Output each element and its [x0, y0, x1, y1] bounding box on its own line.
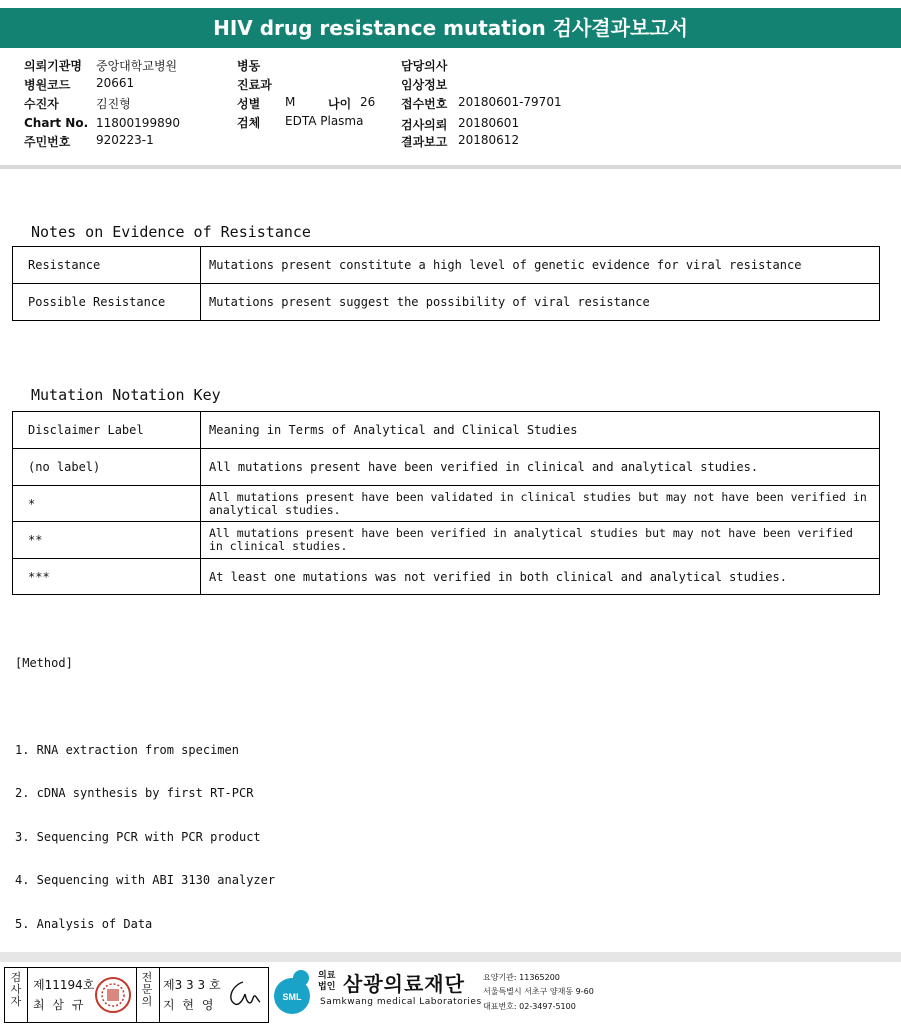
sml-logo-icon [270, 968, 316, 1020]
info-label: 임상정보 [401, 78, 448, 92]
row-text: Meaning in Terms of Analytical and Clinical Studies [201, 412, 880, 449]
table-row [13, 412, 880, 449]
info-label: 접수번호 [401, 97, 448, 111]
row-label: * [13, 486, 201, 522]
row-text: At least one mutations was not verified in both clinical and analytical studies. [201, 559, 880, 595]
method-step: 4. Sequencing with ABI 3130 analyzer [15, 873, 276, 887]
row-label: Disclaimer Label [13, 412, 201, 449]
row-label: ** [13, 522, 201, 559]
info-value: 중앙대학교병원 [96, 59, 178, 73]
row-text: Mutations present constitute a high level of genetic evidence for viral resistance [201, 247, 880, 284]
signature-box [4, 967, 269, 1023]
notes-table [12, 246, 880, 321]
row-label: *** [13, 559, 201, 595]
signature-icon [225, 978, 263, 1010]
table-row [13, 284, 880, 321]
org-type: 의료법인 [318, 971, 336, 992]
specialist-name: 지 현 영 [163, 998, 216, 1012]
row-label: (no label) [13, 449, 201, 486]
info-label: 진료과 [237, 78, 272, 92]
info-label: 담당의사 [401, 59, 448, 73]
info-label: 성별 [237, 97, 261, 111]
info-value: 20180612 [458, 133, 520, 147]
method-step: 3. Sequencing PCR with PCR product [15, 829, 261, 844]
info-value: M [285, 95, 296, 109]
method-step: 2. cDNA synthesis by first RT-PCR [15, 786, 254, 800]
info-label: 병원코드 [24, 78, 71, 92]
row-text: All mutations present have been verified in analytical studies but may not have been verified in clinical studies. [201, 522, 880, 559]
info-value: 20180601 [458, 116, 520, 130]
method-step: 1. RNA extraction from specimen [15, 742, 239, 757]
info-label: 결과보고 [401, 135, 448, 149]
patient-info [0, 54, 901, 154]
report-title: HIV drug resistance mutation 검사결과보고서 [0, 8, 901, 48]
info-value: 20180601-79701 [458, 95, 562, 109]
org-code: 요양기관: 11365200 [483, 973, 560, 982]
section-divider [0, 165, 901, 169]
info-label: 주민번호 [24, 135, 71, 149]
org-name: 삼광의료재단 [343, 972, 465, 996]
row-text: Mutations present suggest the possibility of viral resistance [201, 284, 880, 321]
footer-divider [0, 952, 901, 962]
examiner-name: 최 삼 규 [33, 998, 86, 1012]
official-seal-icon [93, 975, 133, 1015]
key-table [12, 411, 880, 595]
info-label: 나이 [328, 97, 352, 111]
org-phone: 대표번호: 02-3497-5100 [483, 1002, 576, 1011]
key-title: Mutation Notation Key [31, 386, 221, 404]
info-label: Chart No. [24, 116, 89, 130]
table-row [13, 449, 880, 486]
method-section [15, 627, 275, 946]
info-value: EDTA Plasma [285, 114, 364, 128]
info-label: 병동 [237, 59, 261, 73]
info-value: 20661 [96, 76, 135, 90]
info-value: 김진형 [96, 97, 131, 111]
org-name-english: Samkwang medical Laboratories [320, 997, 482, 1007]
table-row [13, 522, 880, 559]
notes-title: Notes on Evidence of Resistance [31, 223, 311, 241]
table-row [13, 559, 880, 595]
info-label: 의뢰기관명 [24, 59, 82, 73]
info-label: 검체 [237, 116, 261, 130]
svg-text:SML: SML [282, 992, 302, 1002]
specialist-license: 제3 3 3 호 [163, 978, 221, 992]
info-label: 검사의뢰 [401, 118, 448, 132]
specialist-label: 전문의 [141, 971, 153, 1008]
info-label: 수진자 [24, 97, 59, 111]
row-label: Resistance [13, 247, 201, 284]
info-value: 11800199890 [96, 116, 180, 130]
table-row [13, 247, 880, 284]
table-row [13, 486, 880, 522]
row-text: All mutations present have been verified in clinical and analytical studies. [201, 449, 880, 486]
info-value: 920223-1 [96, 133, 154, 147]
examiner-label: 검사자 [10, 971, 22, 1008]
method-step: 5. Analysis of Data [15, 916, 153, 931]
org-address: 서울특별시 서초구 양재동 9-60 [483, 987, 594, 996]
examiner-license: 제11194호 [33, 978, 95, 992]
method-title: [Method] [15, 656, 73, 670]
row-label: Possible Resistance [13, 284, 201, 321]
info-value: 26 [360, 95, 376, 109]
row-text: All mutations present have been validated in clinical studies but may not have been verified in analytical studies. [201, 486, 880, 522]
